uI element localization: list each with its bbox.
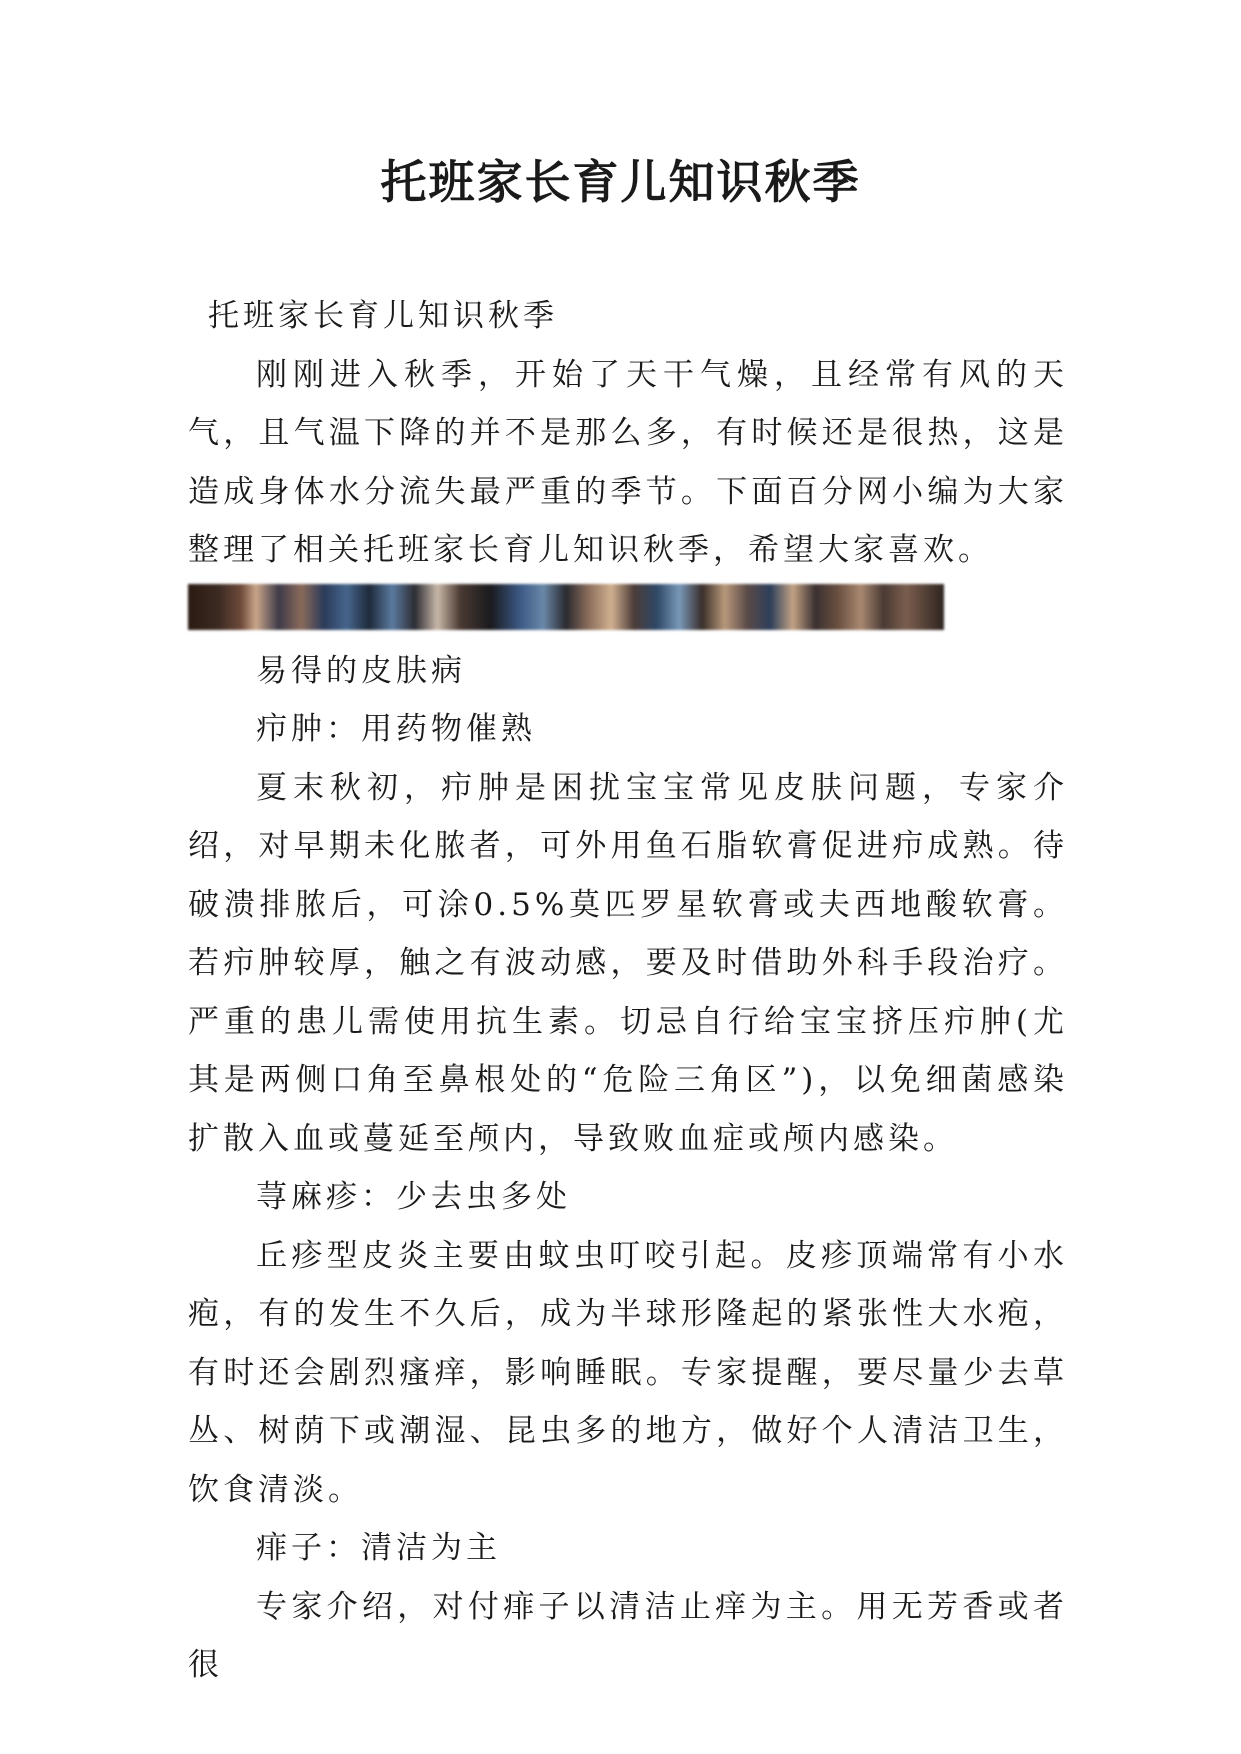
document-subtitle: 托班家长育儿知识秋季 — [208, 298, 558, 334]
urticaria-heading: 荨麻疹：少去虫多处 — [256, 1179, 571, 1215]
miliaria-heading: 痱子：清洁为主 — [256, 1530, 501, 1566]
intro-paragraph: 刚刚进入秋季，开始了天干气燥，且经常有风的天气，且气温下降的并不是那么多，有时候还是很热，这是造成身体水分流失最严重的季节。下面百分网小编为大家整理了相关托班家长育儿知识秋季，希望大家喜欢。 — [188, 356, 1068, 568]
document-title: 托班家长育儿知识秋季 — [380, 155, 861, 209]
document-body — [188, 287, 1068, 1695]
furuncle-paragraph: 夏末秋初，疖肿是困扰宝宝常见皮肤问题，专家介绍，对早期未化脓者，可外用鱼石脂软膏促进疖成熟。待破溃排脓后，可涂0.5%莫匹罗星软膏或夫西地酸软膏。若疖肿较厚，触之有波动感，要及时借助外科手段治疗。严重的患儿需使用抗生素。切忌自行给宝宝挤压疖肿(尤其是两侧口角至鼻根处的“危险三角区”)，以免细菌感染扩散入血或蔓延至颅内，导致败血症或颅内感染。 — [188, 769, 1068, 1157]
furuncle-heading: 疖肿：用药物催熟 — [256, 711, 536, 747]
banner-image — [188, 584, 944, 630]
urticaria-paragraph: 丘疹型皮炎主要由蚊虫叮咬引起。皮疹顶端常有小水疱，有的发生不久后，成为半球形隆起的紧张性大水疱，有时还会剧烈瘙痒，影响睡眠。专家提醒，要尽量少去草丛、树荫下或潮湿、昆虫多的地方，做好个人清洁卫生，饮食清淡。 — [188, 1237, 1068, 1508]
miliaria-paragraph: 专家介绍，对付痱子以清洁止痒为主。用无芳香或者很 — [188, 1588, 1068, 1683]
section-heading: 易得的皮肤病 — [256, 652, 466, 689]
